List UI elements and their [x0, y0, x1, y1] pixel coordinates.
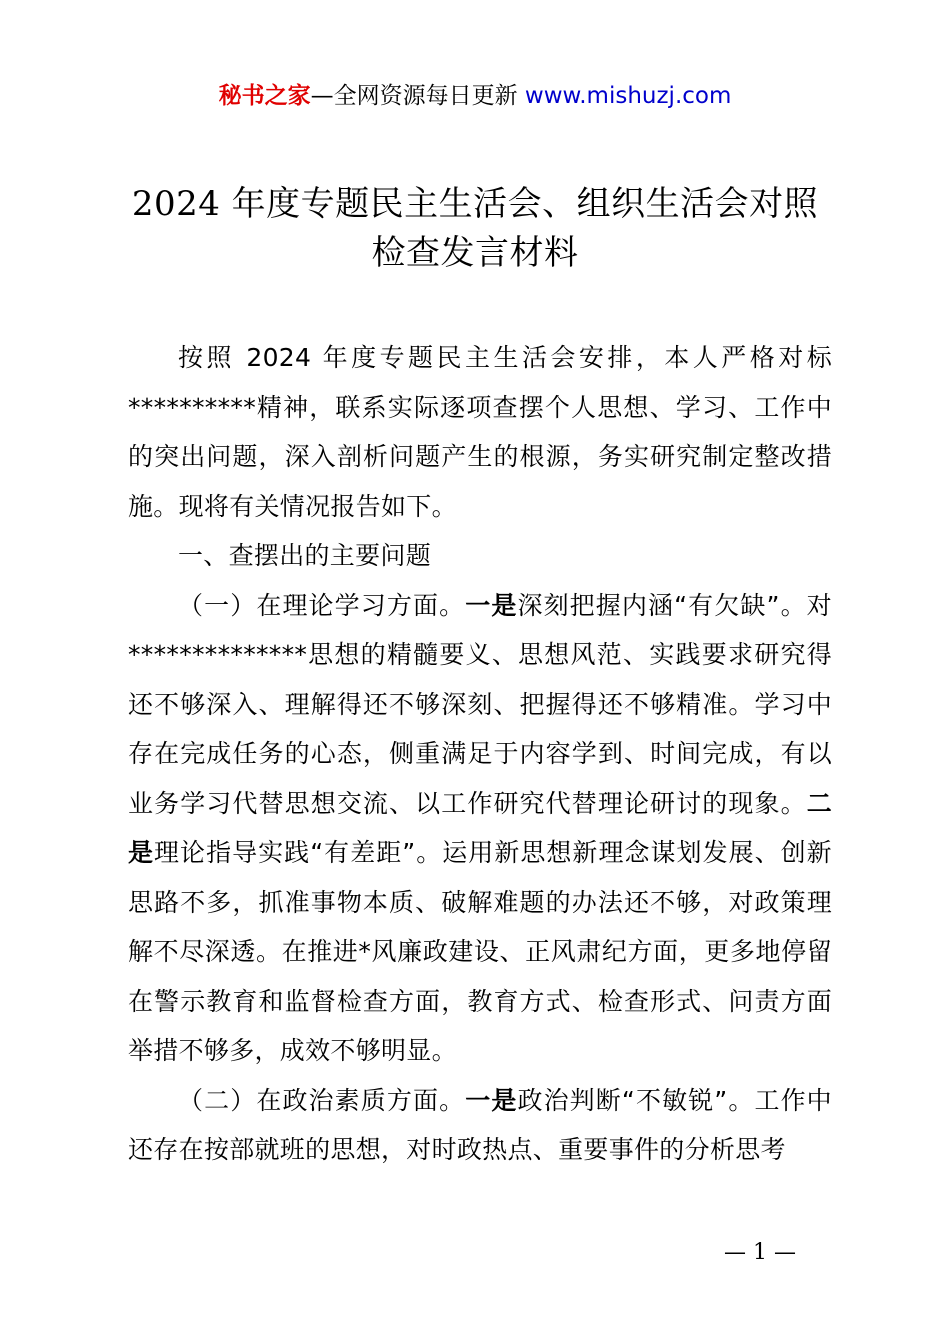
emphasis-first: 一是	[465, 1085, 518, 1115]
item-text: 深刻把握内涵“有欠缺”。对**************思想的精髓要义、思想风范、实践要求研究得还不够深入、理解得还不够深刻、把握得还不够精准。学习中存在完成任务的心态，侧重满足于内容学到、时间完成，有以业务学习代替思想交流、以工作研究代替理论研讨的现象。	[128, 590, 832, 818]
item-text: 理论指导实践“有差距”。运用新思想新理念谋划发展、创新思路不多，抓准事物本质、破解难题的办法还不够，对政策理解不尽深透。在推进*风廉政建设、正风肃纪方面，更多地停留在警示教育和监督检查方面，教育方式、检查形式、问责方面举措不够多，成效不够明显。	[128, 838, 832, 1065]
site-link[interactable]: www.mishuzj.com	[524, 83, 732, 109]
brand-name: 秘书之家	[218, 83, 311, 109]
page-header	[0, 80, 950, 112]
emphasis-second: 二是	[128, 788, 832, 867]
intro-paragraph: 按照 2024 年度专题民主生活会安排，本人严格对标**********精神，联系实际逐项查摆个人思想、学习、工作中的突出问题，深入剖析问题产生的根源，务实研究制定整改措施。现将有关情况报告如下。	[128, 343, 832, 521]
document-body	[128, 333, 832, 1175]
section-heading: 一、查摆出的主要问题	[178, 541, 432, 570]
item-text: 政治判断“不敏锐”。工作中还存在按部就班的思想，对时政热点、重要事件的分析思考	[128, 1085, 832, 1164]
title-line-2: 检查发言材料	[371, 233, 579, 273]
item-political-quality	[128, 1076, 832, 1175]
document-title	[60, 180, 890, 278]
item-prefix: （二）在政治素质方面。	[178, 1085, 466, 1115]
page-number: — 1 —	[724, 1240, 796, 1265]
emphasis-first: 一是	[465, 590, 518, 620]
title-line-1: 2024 年度专题民主生活会、组织生活会对照	[131, 184, 819, 224]
item-prefix: （一）在理论学习方面。	[178, 590, 466, 620]
header-tagline: —全网资源每日更新	[310, 83, 525, 109]
item-theory-study	[128, 581, 832, 1076]
